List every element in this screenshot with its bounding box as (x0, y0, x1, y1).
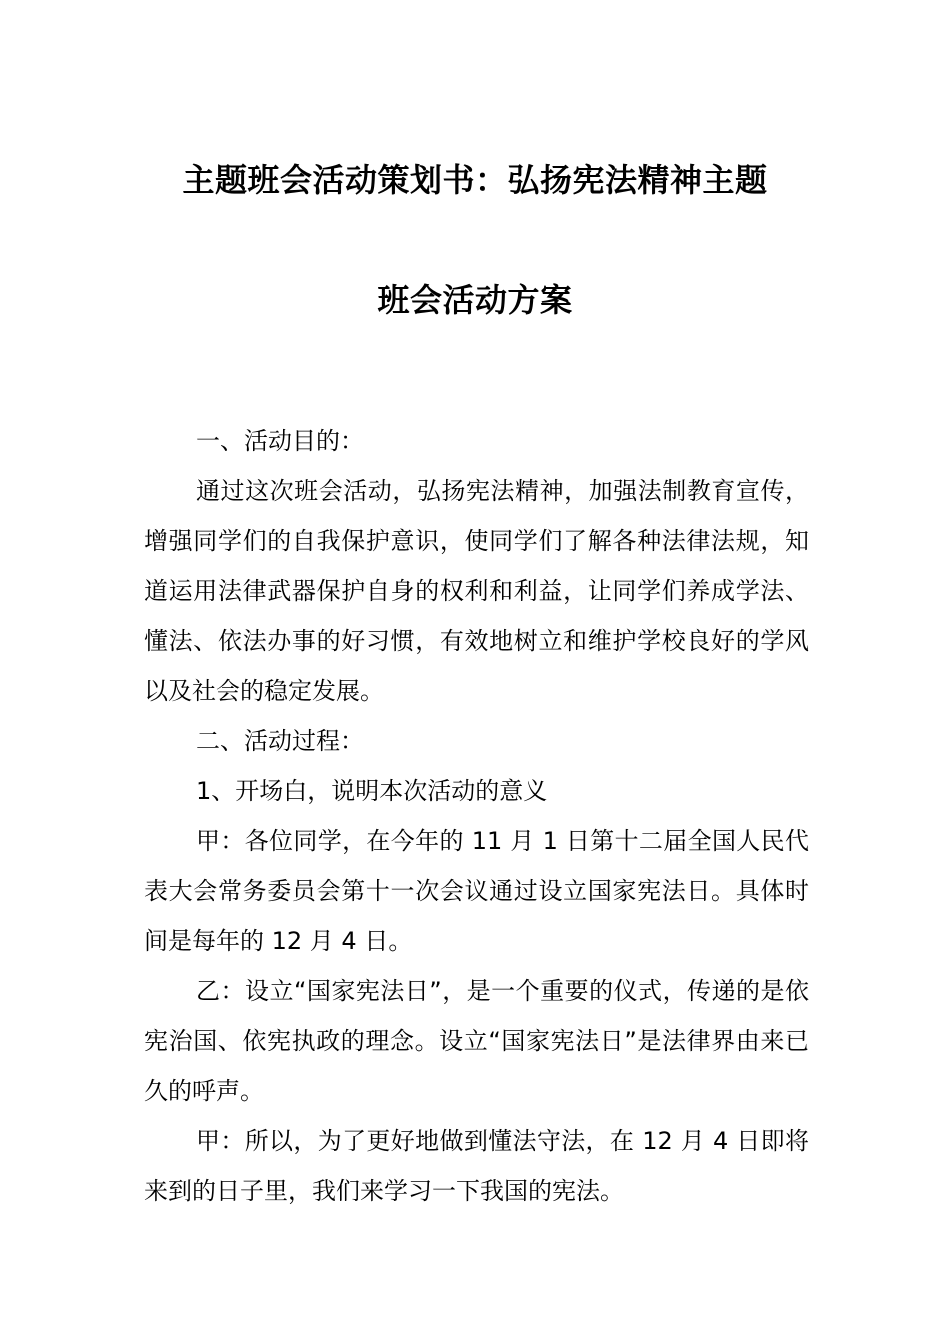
document-body (144, 416, 809, 1216)
paragraph-purpose: 通过这次班会活动，弘扬宪法精神，加强法制教育宣传，增强同学们的自我保护意识，使同学们了解各种法律法规，知道运用法律武器保护自身的权利和利益，让同学们养成学法、懂法、依法办事的好习惯，有效地树立和维护学校良好的学风以及社会的稳定发展。 (144, 477, 809, 705)
dialogue-paragraph-2: 乙：设立“国家宪法日”，是一个重要的仪式，传递的是依宪治国、依宪执政的理念。设立“国家宪法日”是法律界由来已久的呼声。 (144, 977, 809, 1105)
dialogue-paragraph-1: 甲：各位同学，在今年的 11 月 1 日第十二届全国人民代表大会常务委员会第十一次会议通过设立国家宪法日。具体时间是每年的 12 月 4 日。 (144, 827, 809, 955)
document-title-line-1: 主题班会活动策划书：弘扬宪法精神主题 (182, 161, 768, 199)
dialogue-paragraph-3: 甲：所以，为了更好地做到懂法守法，在 12 月 4 日即将来到的日子里，我们来学习一下我国的宪法。 (144, 1127, 809, 1205)
section-heading-process: 二、活动过程： (196, 727, 364, 755)
document-title-line-2: 班会活动方案 (377, 281, 573, 319)
section-heading-purpose: 一、活动目的： (196, 427, 364, 455)
step-opening: 1、开场白，说明本次活动的意义 (196, 777, 548, 805)
